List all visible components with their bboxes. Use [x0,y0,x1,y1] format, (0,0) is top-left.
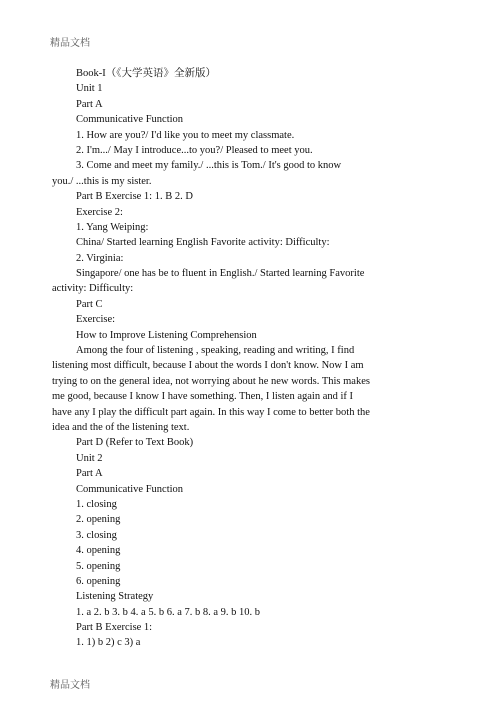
unit-heading: Unit 2 [76,452,103,464]
text-line: 1. a 2. b 3. b 4. a 5. b 6. a 7. b 8. a 9. b 10. b [76,606,261,618]
list-item: 6. opening [76,575,121,587]
text-line: Exercise 2: [76,206,123,218]
text-line: 1. 1) b 2) c 3) a [76,637,141,649]
text-line: Part B Exercise 1: 1. B 2. D [76,191,193,203]
section-heading: Communicative Function [76,483,184,495]
list-item: 2. opening [76,514,121,526]
paragraph-line: have any I play the difficult part again. In this way I come to better both the [52,406,370,418]
list-item: 3. closing [76,529,117,541]
text-line: 1. How are you?/ I'd like you to meet my classmate. [76,129,295,141]
page-header: 精品文档 [50,38,90,49]
paragraph-line: Among the four of listening , speaking, reading and writing, I find [76,345,355,357]
text-line-continued: you./ ...this is my sister. [52,175,152,187]
text-line: Exercise: [76,314,116,326]
list-item: 4. opening [76,545,121,557]
text-line: 1. Yang Weiping: [76,221,149,233]
section-heading: Listening Strategy [76,591,154,603]
text-line: 3. Come and meet my family./ ...this is Tom./ It's good to know [76,160,342,172]
essay-title: How to Improve Listening Comprehension [76,329,257,341]
section-heading: Communicative Function [76,114,184,126]
text-line: China/ Started learning English Favorite activity: Difficulty: [76,237,330,249]
text-line: 2. Virginia: [76,252,124,264]
paragraph-line: me good, because I know I have something. Then, I listen again and if I [52,391,354,403]
part-heading: Part A [76,468,103,480]
paragraph-line: trying to on the general idea, not worrying about he new words. This makes [52,375,370,387]
text-line: Part D (Refer to Text Book) [76,437,194,449]
text-line: Singapore/ one has be to fluent in English./ Started learning Favorite [76,268,365,280]
text-line-continued: activity: Difficulty: [52,283,134,295]
list-item: 5. opening [76,560,121,572]
document-body [52,66,416,651]
part-heading: Part A [76,98,103,110]
page-footer: 精品文档 [50,680,90,691]
text-line: Part B Exercise 1: [76,622,153,634]
paragraph-line: idea and the of the listening text. [52,421,190,433]
unit-heading: Unit 1 [76,83,103,95]
paragraph-line: listening most difficult, because I about the words I don't know. Now I am [52,360,364,372]
book-title: Book-I（《大学英语》全新版） [76,68,216,79]
text-line: 2. I'm.../ May I introduce...to you?/ Pleased to meet you. [76,144,313,156]
part-heading: Part C [76,298,103,310]
list-item: 1. closing [76,498,117,510]
